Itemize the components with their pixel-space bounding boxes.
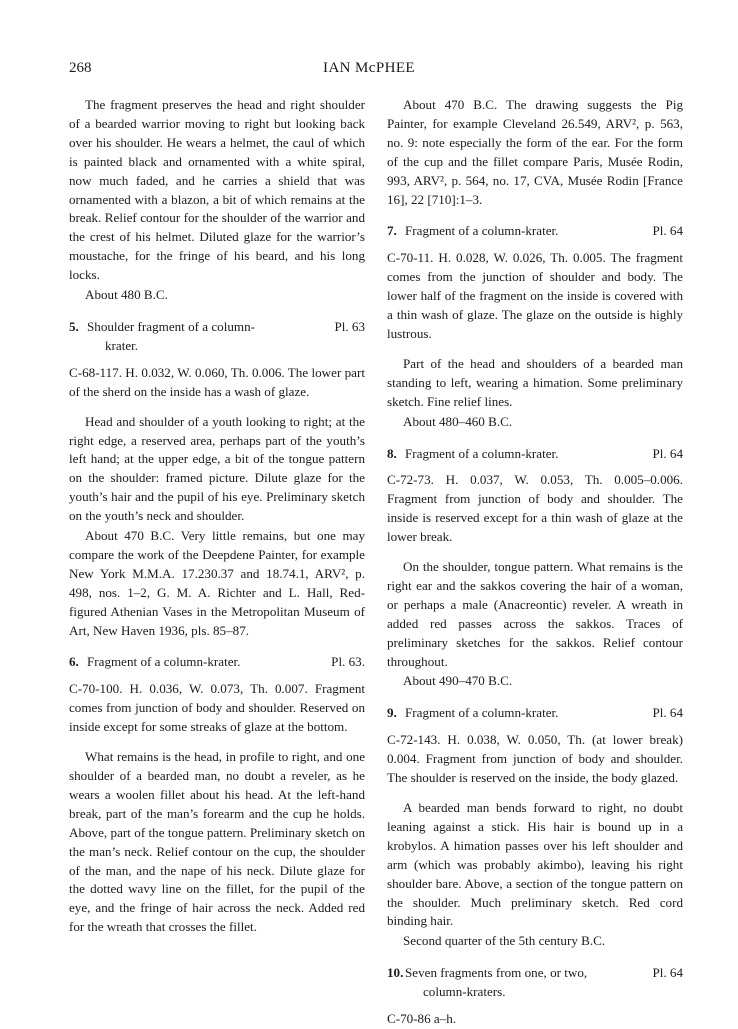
entry-9-heading: [387, 704, 683, 723]
entry-9-plate: Pl. 64: [652, 705, 683, 721]
entry-8-catalog: C-72-73. H. 0.037, W. 0.053, Th. 0.005–0.006. Fragment from junction of body and shoulder. The inside is reserved except for a thin wash of glaze at the lower break.: [387, 472, 683, 545]
entry-10-title-cont: column-kraters.: [423, 984, 506, 1000]
entry-5-catalog: C-68-117. H. 0.032, W. 0.060, Th. 0.006. The lower part of the sherd on the inside has a wash of glaze.: [69, 364, 365, 399]
entry-5-description: Head and shoulder of a youth looking to right; at the right edge, a reserved area, perhaps part of the youth’s left hand; at the upper edge, a bit of the tongue pattern on the shoulder: framed picture. Dilute glaze for the youth’s hair and the pupil of his eye. Preliminary sketch on the youth’s neck and shoulder.: [69, 413, 365, 524]
entry-6-note: About 470 B.C. The drawing suggests the Pig Painter, for example Cleveland 26.549, ARV², p. 563, no. 9: note especially the form of the ear. For the form of the cup and the fillet compare Paris, Musée Rodin, 993, ARV², p. 564, no. 17, CVA, Musée Rodin [France 16], 22 [710]:1–3.: [387, 97, 683, 207]
entry-10-title: Seven fragments from one, or two,: [405, 965, 588, 981]
warrior-date: About 480 B.C.: [85, 287, 168, 303]
entry-9-date: Second quarter of the 5th century B.C.: [403, 933, 606, 949]
entry-7-catalog: C-70-11. H. 0.028, W. 0.026, Th. 0.005. The fragment comes from the junction of shoulder and body. The lower half of the fragment on the inside is covered with a thin wash of glaze. The glaze on the outside is highly lustrous.: [387, 250, 683, 341]
entry-9-catalog: C-72-143. H. 0.038, W. 0.050, Th. (at lower break) 0.004. Fragment from junction of body and shoulder. The shoulder is reserved on the inside, the body glazed.: [387, 732, 683, 786]
entry-10-heading: [387, 964, 683, 1002]
entry-10-number: 10.: [387, 965, 404, 981]
entry-7-plate: Pl. 64: [652, 223, 683, 239]
entry-6-catalog: C-70-100. H. 0.036, W. 0.073, Th. 0.007. Fragment comes from junction of body and shoulder. Reserved on inside except for some streaks of glaze at the bottom.: [69, 681, 365, 735]
entry-5-title: Shoulder fragment of a column-: [87, 318, 255, 334]
warrior-description: The fragment preserves the head and right shoulder of a bearded warrior moving to right but looking back over his shoulder. He wears a helmet, the caul of which is painted black and ornamented with a white spiral, now much faded, and he carries a shield that was ornamented with a blazon, a bit of which remains at the break. Relief contour for the shoulder of the warrior and the crest of his helmet. Diluted glaze for the warrior’s moustache, for the fringe of his beard, and his long locks.: [69, 97, 365, 283]
entry-8-description: On the shoulder, tongue pattern. What remains is the right ear and the sakkos covering the hair of a woman, or perhaps a male (Anacreontic) reveler. A wreath in added red passes across the sakkos. Traces of preliminary sketches for the sakkos. Relief contour throughout.: [387, 559, 683, 669]
entry-8-title: Fragment of a column-krater.: [405, 445, 559, 461]
entry-7-heading: [387, 222, 683, 241]
entry-5-number: 5.: [69, 318, 79, 334]
right-column: [387, 96, 683, 1029]
entry-6-title: Fragment of a column-krater.: [87, 654, 241, 670]
entry-10-plate: Pl. 64: [652, 965, 683, 981]
entry-6-heading: [69, 653, 365, 672]
running-head-author: IAN McPHEE: [323, 60, 415, 76]
entry-5-plate: Pl. 63: [334, 318, 365, 334]
entry-9-title: Fragment of a column-krater.: [405, 705, 559, 721]
left-column: [69, 96, 365, 937]
entry-7-date: About 480–460 B.C.: [403, 413, 513, 429]
entry-8-date: About 490–470 B.C.: [403, 673, 513, 689]
entry-6-number: 6.: [69, 654, 79, 670]
entry-8-plate: Pl. 64: [652, 445, 683, 461]
entry-8-heading: [387, 445, 683, 464]
entry-9-description: A bearded man bends forward to right, no doubt leaning against a stick. His hair is bound up in a krobylos. A himation passes over his left shoulder and arm (which was probably akimbo), leaving his right shoulder bare. Above, a section of the tongue pattern on the shoulder. Much preliminary sketch. Red cord binding hair.: [387, 800, 683, 929]
entry-5-heading: [69, 318, 365, 356]
entry-6-description: What remains is the head, in profile to right, and one shoulder of a bearded man, no doubt a reveler, as he wears a woolen fillet about his head. At the left-hand break, part of the man’s forearm and the cup he holds. Above, part of the tongue pattern. Preliminary sketch on the man’s neck. Relief contour on the cup, the shoulder of the man, and the nape of his neck. Dilute glaze for the dotted wavy line on the fillet, for the pupil of the eye, and the fringe of hair across the neck. Added red for the wreath that crosses the fillet.: [69, 749, 365, 935]
page-number: 268: [69, 60, 92, 76]
entry-7-description: Part of the head and shoulders of a bearded man standing to left, wearing a himation. Some preliminary sketch. Fine relief lines.: [387, 355, 683, 409]
entry-7-title: Fragment of a column-krater.: [405, 223, 559, 239]
entry-10-catalog: C-70-86 a–h.: [387, 1011, 457, 1027]
entry-7-number: 7.: [387, 223, 397, 239]
entry-5-title-cont: krater.: [105, 337, 139, 353]
entry-5-note: About 470 B.C. Very little remains, but one may compare the work of the Deepdene Painter, for example New York M.M.A. 17.230.37 and 18.74.1, ARV², p. 498, nos. 1–2, G. M. A. Richter and L. Hall, Red-figured Athenian Vases in the Metropolitan Museum of Art, New Haven 1936, pls. 85–87.: [69, 528, 365, 638]
entry-9-number: 9.: [387, 705, 397, 721]
entry-6-plate: Pl. 63.: [331, 654, 365, 670]
entry-8-number: 8.: [387, 445, 397, 461]
